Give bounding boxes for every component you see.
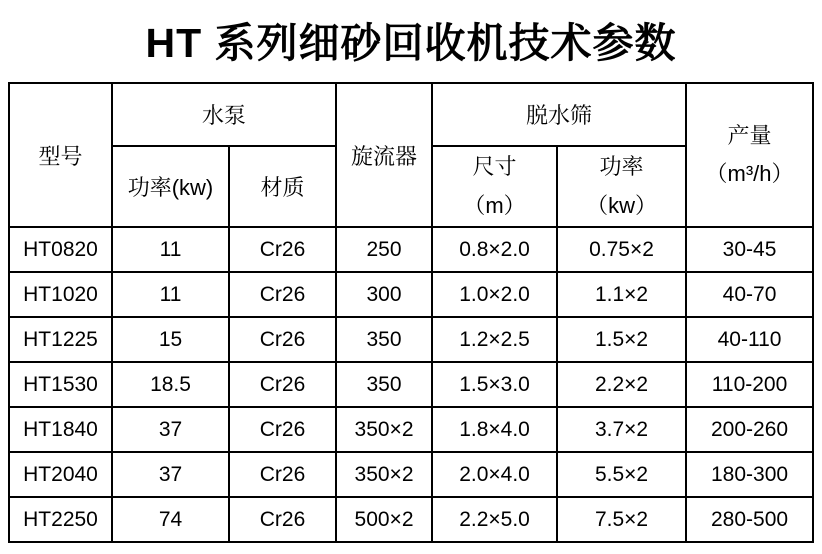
cell-screen-size: 1.2×2.5 bbox=[432, 317, 557, 362]
header-model: 型号 bbox=[9, 83, 112, 227]
cell-pump-power: 11 bbox=[112, 272, 229, 317]
header-screen-group: 脱水筛 bbox=[432, 83, 686, 146]
table-row bbox=[9, 362, 813, 407]
header-pump-group: 水泵 bbox=[112, 83, 336, 146]
cell-screen-power: 1.5×2 bbox=[557, 317, 686, 362]
table-row bbox=[9, 497, 813, 542]
cell-cyclone: 500×2 bbox=[336, 497, 432, 542]
cell-model: HT1020 bbox=[9, 272, 112, 317]
header-pump-material: 材质 bbox=[229, 146, 336, 227]
cell-material: Cr26 bbox=[229, 497, 336, 542]
cell-screen-size: 2.0×4.0 bbox=[432, 452, 557, 497]
cell-pump-power: 37 bbox=[112, 407, 229, 452]
header-cyclone: 旋流器 bbox=[336, 83, 432, 227]
cell-pump-power: 74 bbox=[112, 497, 229, 542]
cell-output: 40-110 bbox=[686, 317, 813, 362]
cell-screen-power: 3.7×2 bbox=[557, 407, 686, 452]
cell-screen-size: 1.5×3.0 bbox=[432, 362, 557, 407]
cell-screen-size: 2.2×5.0 bbox=[432, 497, 557, 542]
cell-cyclone: 350 bbox=[336, 362, 432, 407]
cell-cyclone: 300 bbox=[336, 272, 432, 317]
header-screen-size bbox=[432, 146, 557, 227]
spec-table bbox=[8, 82, 814, 543]
table-row bbox=[9, 272, 813, 317]
cell-cyclone: 350×2 bbox=[336, 452, 432, 497]
header-output-line2: （m³/h） bbox=[705, 161, 794, 186]
table-row bbox=[9, 227, 813, 272]
table-row bbox=[9, 407, 813, 452]
cell-output: 280-500 bbox=[686, 497, 813, 542]
cell-screen-size: 1.8×4.0 bbox=[432, 407, 557, 452]
cell-material: Cr26 bbox=[229, 317, 336, 362]
cell-cyclone: 350×2 bbox=[336, 407, 432, 452]
cell-output: 200-260 bbox=[686, 407, 813, 452]
table-row bbox=[9, 317, 813, 362]
cell-cyclone: 250 bbox=[336, 227, 432, 272]
cell-material: Cr26 bbox=[229, 407, 336, 452]
cell-output: 30-45 bbox=[686, 227, 813, 272]
cell-model: HT1840 bbox=[9, 407, 112, 452]
table-row bbox=[9, 452, 813, 497]
cell-pump-power: 11 bbox=[112, 227, 229, 272]
cell-model: HT1225 bbox=[9, 317, 112, 362]
header-screen-power bbox=[557, 146, 686, 227]
cell-screen-power: 2.2×2 bbox=[557, 362, 686, 407]
header-pump-power: 功率(kw) bbox=[112, 146, 229, 227]
cell-output: 40-70 bbox=[686, 272, 813, 317]
cell-material: Cr26 bbox=[229, 452, 336, 497]
header-output-line1: 产量 bbox=[727, 122, 772, 148]
cell-output: 180-300 bbox=[686, 452, 813, 497]
cell-output: 110-200 bbox=[686, 362, 813, 407]
cell-pump-power: 37 bbox=[112, 452, 229, 497]
header-screen-size-line1: 尺寸 bbox=[472, 154, 517, 179]
header-screen-power-line2: （kw） bbox=[586, 192, 657, 218]
cell-screen-size: 0.8×2.0 bbox=[432, 227, 557, 272]
cell-pump-power: 18.5 bbox=[112, 362, 229, 407]
cell-material: Cr26 bbox=[229, 227, 336, 272]
header-screen-power-line1: 功率 bbox=[599, 154, 644, 179]
page-title: HT 系列细砂回收机技术参数 bbox=[145, 19, 677, 66]
cell-model: HT2250 bbox=[9, 497, 112, 542]
cell-screen-power: 5.5×2 bbox=[557, 452, 686, 497]
header-output bbox=[686, 83, 813, 227]
cell-screen-power: 1.1×2 bbox=[557, 272, 686, 317]
cell-model: HT0820 bbox=[9, 227, 112, 272]
cell-screen-size: 1.0×2.0 bbox=[432, 272, 557, 317]
header-screen-size-line2: （m） bbox=[463, 192, 526, 218]
cell-pump-power: 15 bbox=[112, 317, 229, 362]
cell-material: Cr26 bbox=[229, 362, 336, 407]
cell-material: Cr26 bbox=[229, 272, 336, 317]
cell-model: HT1530 bbox=[9, 362, 112, 407]
cell-model: HT2040 bbox=[9, 452, 112, 497]
header-row-1 bbox=[9, 83, 813, 146]
cell-screen-power: 7.5×2 bbox=[557, 497, 686, 542]
cell-screen-power: 0.75×2 bbox=[557, 227, 686, 272]
cell-cyclone: 350 bbox=[336, 317, 432, 362]
